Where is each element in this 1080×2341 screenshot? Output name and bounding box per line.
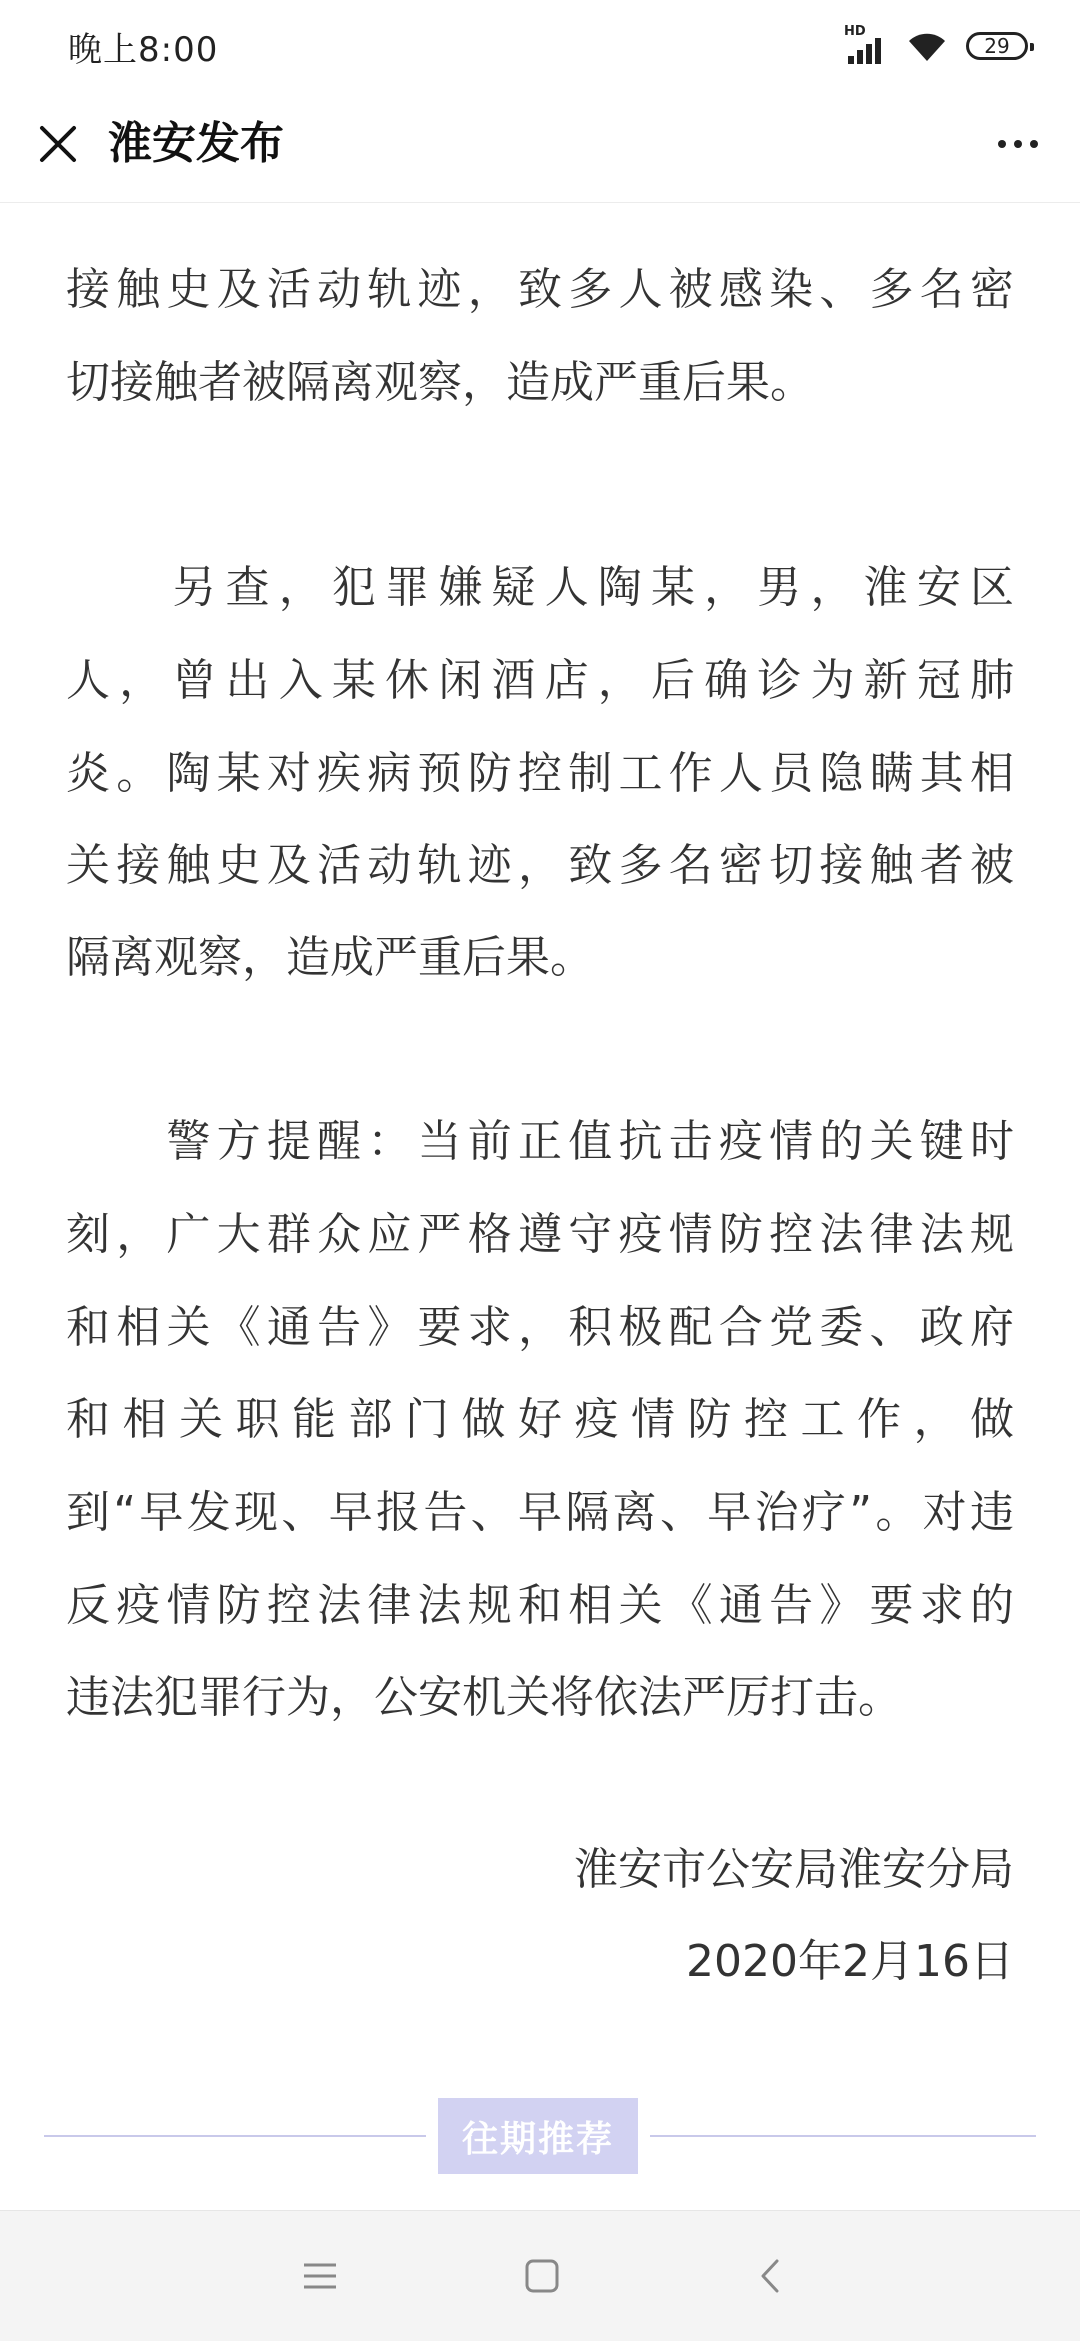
home-button[interactable]	[512, 2246, 572, 2306]
status-bar	[0, 0, 1080, 90]
article-line: 和相关职能部门做好疫情防控工作，做	[66, 1394, 1014, 1445]
menu-button[interactable]	[290, 2246, 350, 2306]
article-line: 到“早发现、早报告、早隔离、早治疗”。对违	[66, 1487, 1014, 1538]
menu-icon	[302, 2261, 338, 2291]
back-icon	[755, 2258, 785, 2294]
more-icon	[998, 140, 1006, 148]
article-line: 另查，犯罪嫌疑人陶某，男，淮安区	[66, 562, 1014, 613]
article-line: 接触史及活动轨迹，致多人被感染、多名密	[66, 264, 1014, 315]
divider	[650, 2135, 1036, 2137]
hd-signal-icon	[844, 26, 888, 66]
status-time: 晚上8:00	[68, 30, 219, 70]
back-button[interactable]	[740, 2246, 800, 2306]
top-nav-bar	[0, 90, 1080, 203]
article-line: 人，曾出入某休闲酒店，后确诊为新冠肺	[66, 655, 1014, 706]
article-line: 违法犯罪行为，公安机关将依法严厉打击。	[66, 1672, 902, 1723]
more-button[interactable]	[986, 112, 1050, 176]
status-icons	[844, 24, 1028, 68]
system-nav-bar	[0, 2210, 1080, 2341]
article-line: 炎。陶某对疾病预防控制工作人员隐瞒其相	[66, 748, 1014, 799]
network-label: HD	[844, 24, 866, 39]
article-line: 警方提醒：当前正值抗击疫情的关键时	[66, 1116, 1014, 1167]
publish-date: 2020年2月16日	[686, 1936, 1014, 1987]
close-button[interactable]	[26, 112, 90, 176]
wifi-icon	[906, 28, 948, 64]
past-recommend-section[interactable]	[44, 2098, 1036, 2174]
article-line: 刻，广大群众应严格遵守疫情防控法律法规	[66, 1209, 1014, 1260]
article-line: 隔离观察，造成严重后果。	[66, 932, 594, 983]
battery-icon	[966, 32, 1028, 60]
article-line: 和相关《通告》要求，积极配合党委、政府	[66, 1302, 1014, 1353]
divider	[44, 2135, 426, 2137]
home-icon	[524, 2258, 560, 2294]
page-title: 淮安发布	[108, 118, 284, 169]
close-icon	[38, 124, 78, 164]
battery-level: 29	[984, 34, 1010, 58]
article-line: 关接触史及活动轨迹，致多名密切接触者被	[66, 840, 1014, 891]
signature: 淮安市公安局淮安分局	[574, 1844, 1014, 1895]
article-line: 反疫情防控法律法规和相关《通告》要求的	[66, 1580, 1014, 1631]
past-recommend-label[interactable]: 往期推荐	[438, 2098, 638, 2174]
article-body	[0, 150, 1080, 2130]
article-line: 切接触者被隔离观察，造成严重后果。	[66, 357, 814, 408]
